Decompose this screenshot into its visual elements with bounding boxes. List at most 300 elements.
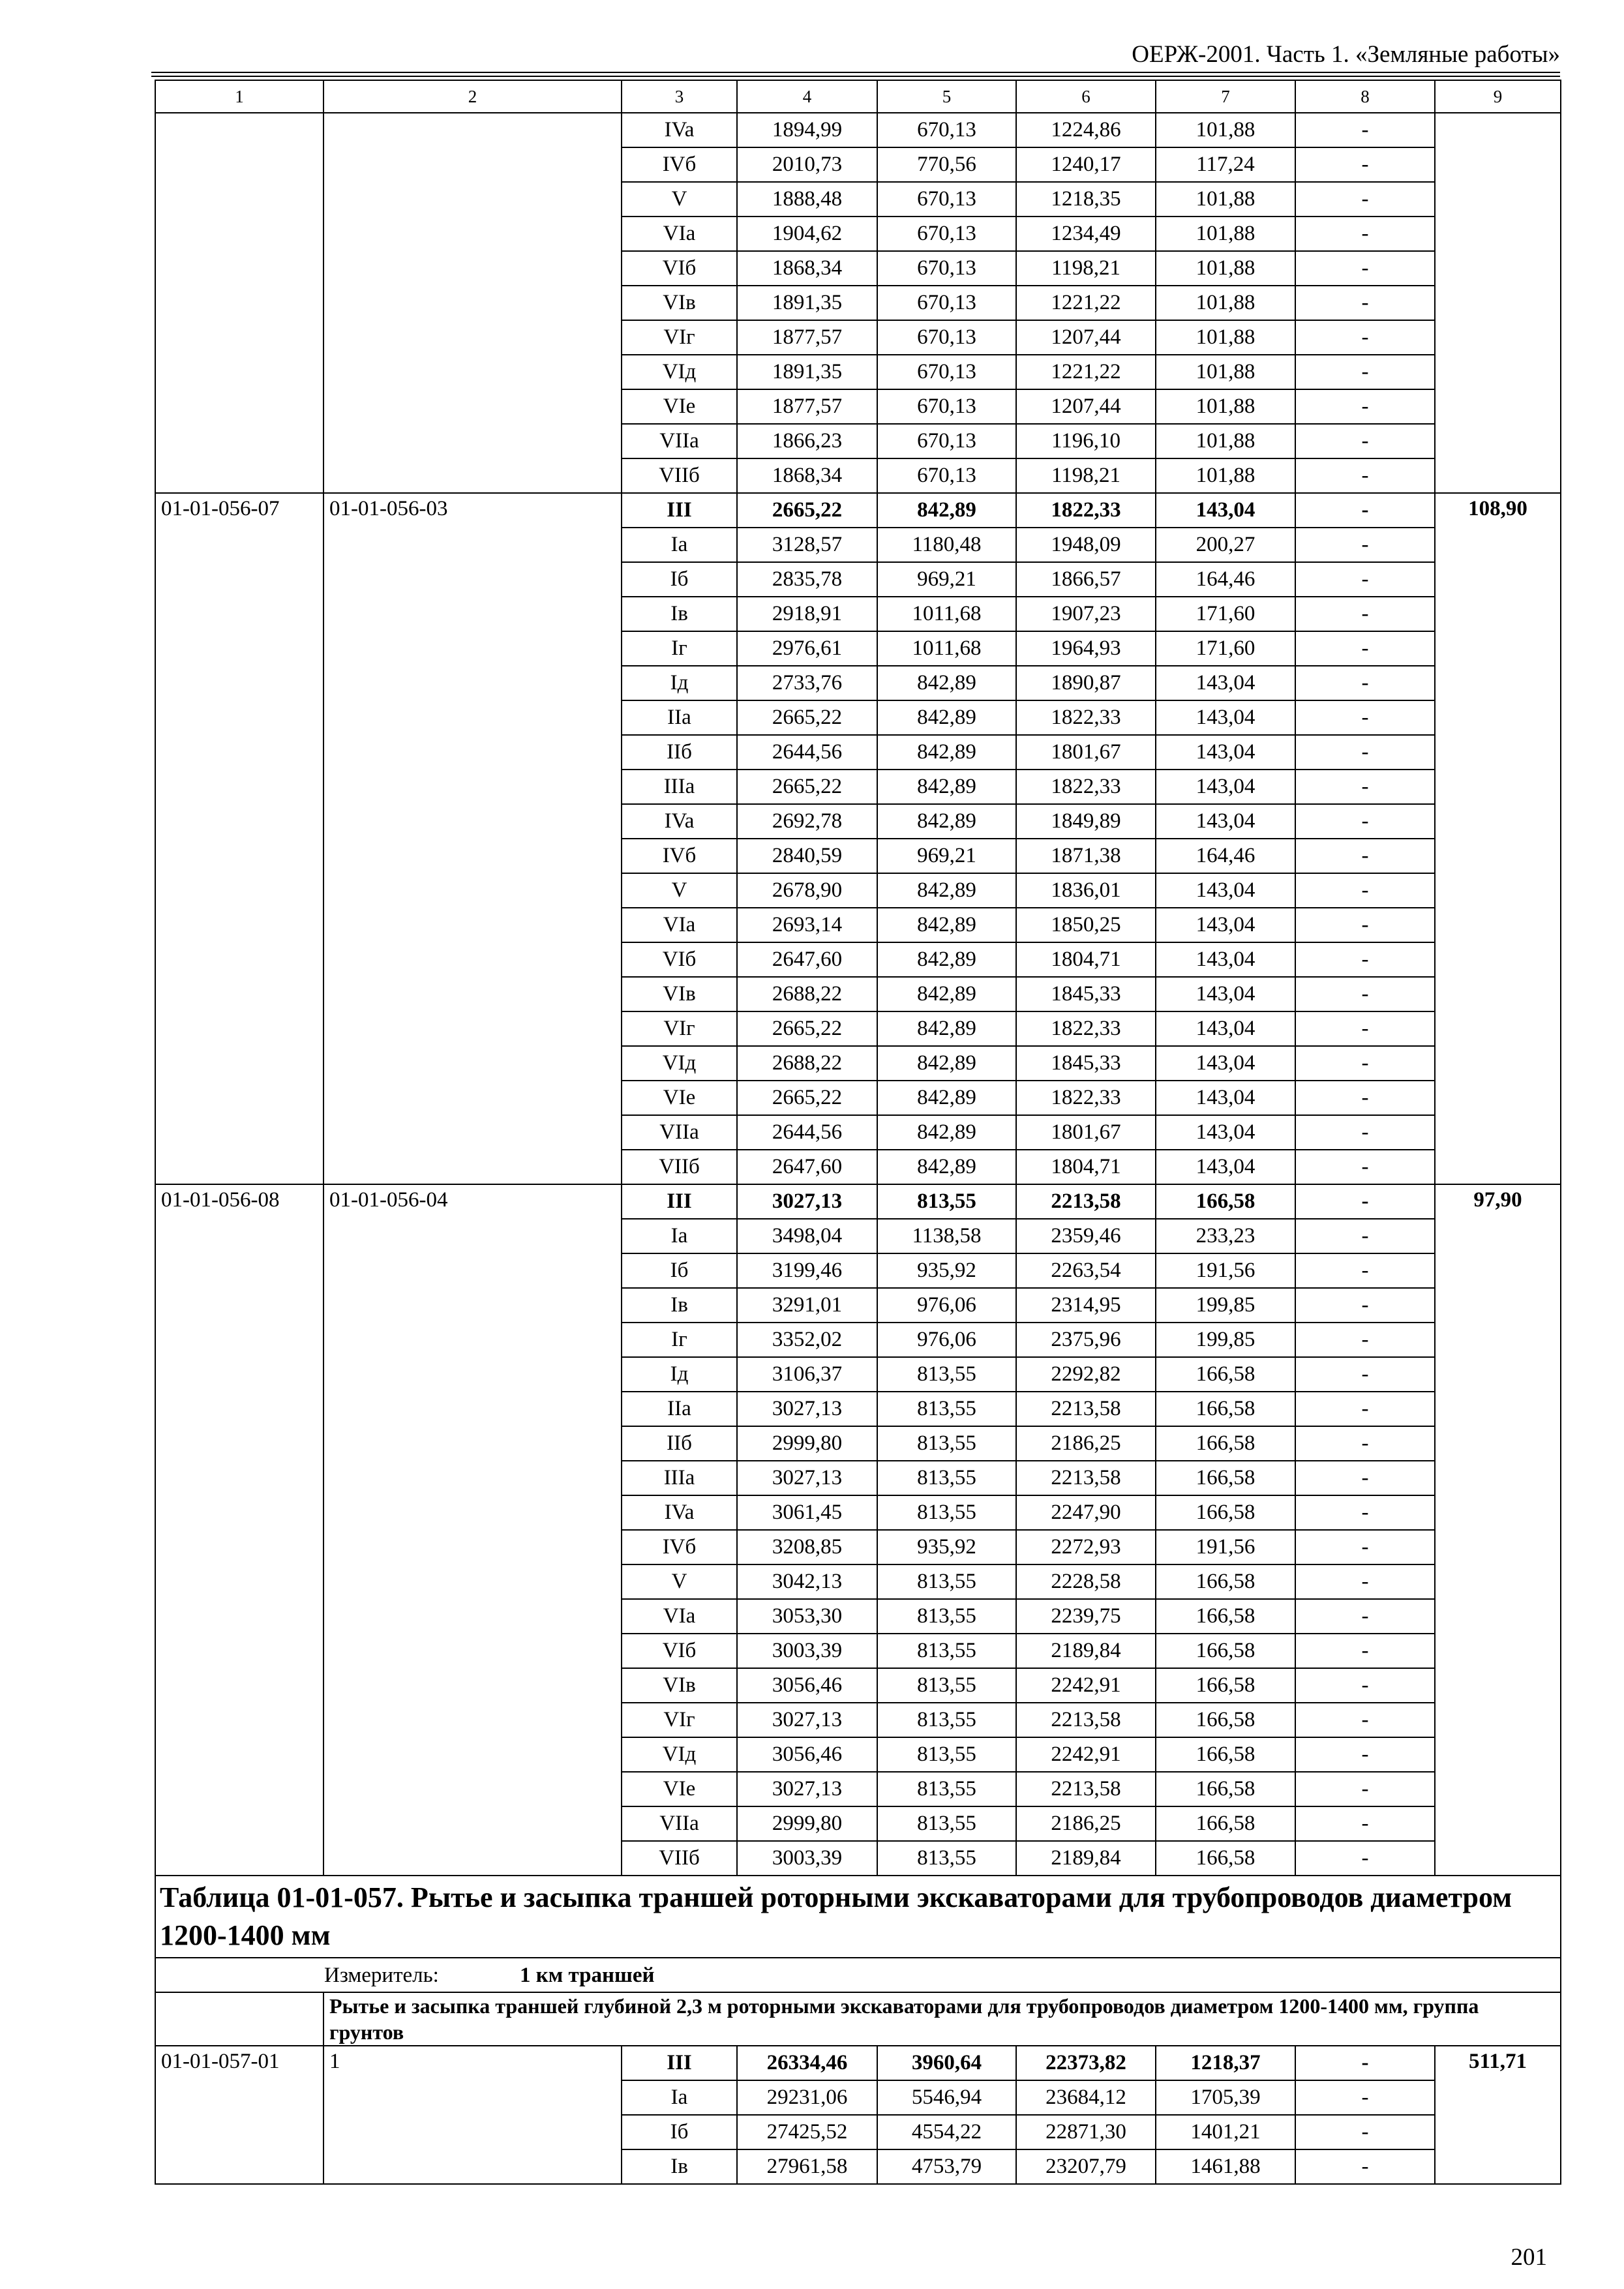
table-cell: - — [1295, 2080, 1435, 2115]
table-cell: 1964,93 — [1016, 631, 1156, 666]
column-number: 7 — [1156, 80, 1295, 113]
table-cell: 166,58 — [1156, 1426, 1295, 1461]
section-title-row — [155, 1876, 1561, 1958]
table-cell: 143,04 — [1156, 1150, 1295, 1184]
table-cell: 842,89 — [877, 1011, 1016, 1046]
table-cell: 101,88 — [1156, 251, 1295, 286]
table-cell: III — [622, 1184, 737, 1219]
table-cell: 101,88 — [1156, 182, 1295, 217]
table-cell: 842,89 — [877, 1115, 1016, 1150]
table-cell: VIд — [622, 1737, 737, 1772]
table-cell: VIг — [622, 1011, 737, 1046]
table-cell: IVб — [622, 147, 737, 182]
meter-row — [155, 1958, 1561, 1992]
table-cell: - — [1295, 735, 1435, 770]
table-cell: Iб — [622, 2115, 737, 2149]
table-cell: - — [1295, 458, 1435, 493]
table-cell: 143,04 — [1156, 1046, 1295, 1081]
table-cell: 1849,89 — [1016, 804, 1156, 839]
table-cell: 143,04 — [1156, 804, 1295, 839]
table-cell: 2840,59 — [737, 839, 877, 873]
table-cell: 2665,22 — [737, 700, 877, 735]
table-cell: 2213,58 — [1016, 1703, 1156, 1737]
table-cell: 1011,68 — [877, 631, 1016, 666]
table-cell: 1822,33 — [1016, 700, 1156, 735]
table-cell: 164,46 — [1156, 839, 1295, 873]
table-cell: 166,58 — [1156, 1668, 1295, 1703]
table-cell: 1904,62 — [737, 217, 877, 251]
table-cell: 143,04 — [1156, 1011, 1295, 1046]
table-cell: - — [1295, 977, 1435, 1011]
table-cell: 1877,57 — [737, 320, 877, 355]
reference-code: 01-01-056-04 — [323, 1184, 622, 1876]
meter-label: Измеритель: — [324, 1963, 439, 1987]
table-cell: - — [1295, 1115, 1435, 1150]
table-cell: - — [1295, 528, 1435, 562]
subtitle-spacer — [155, 1992, 323, 2046]
table-cell: 813,55 — [877, 1668, 1016, 1703]
table-cell: 1888,48 — [737, 182, 877, 217]
table-cell: VIв — [622, 286, 737, 320]
table-cell: 3960,64 — [877, 2046, 1016, 2080]
table-cell: - — [1295, 597, 1435, 631]
table-cell: 2242,91 — [1016, 1737, 1156, 1772]
column-number: 4 — [737, 80, 877, 113]
table-cell: - — [1295, 320, 1435, 355]
table-cell: 171,60 — [1156, 631, 1295, 666]
table-cell: 1240,17 — [1016, 147, 1156, 182]
table-cell: 1234,49 — [1016, 217, 1156, 251]
table-cell: 3003,39 — [737, 1634, 877, 1668]
table-cell: VIб — [622, 1634, 737, 1668]
table-cell: VIг — [622, 1703, 737, 1737]
table-cell: 5546,94 — [877, 2080, 1016, 2115]
table-cell: 813,55 — [877, 1564, 1016, 1599]
table-cell: 813,55 — [877, 1184, 1016, 1219]
table-cell: 2292,82 — [1016, 1357, 1156, 1392]
column-number: 1 — [155, 80, 323, 113]
page-header-title: ОЕРЖ-2001. Часть 1. «Земляные работы» — [1132, 41, 1560, 68]
table-cell: 143,04 — [1156, 735, 1295, 770]
table-cell: 2999,80 — [737, 1426, 877, 1461]
table-cell: VIд — [622, 1046, 737, 1081]
rate-code: 01-01-057-01 — [155, 2046, 323, 2184]
column-number: 6 — [1016, 80, 1156, 113]
table-cell: 166,58 — [1156, 1772, 1295, 1806]
table-cell: 842,89 — [877, 1046, 1016, 1081]
table-cell: 1198,21 — [1016, 251, 1156, 286]
table-cell: IVa — [622, 804, 737, 839]
table-cell: 670,13 — [877, 458, 1016, 493]
table-cell: 1868,34 — [737, 458, 877, 493]
table-cell: 1221,22 — [1016, 355, 1156, 389]
table-cell: 3042,13 — [737, 1564, 877, 1599]
table-cell: 143,04 — [1156, 1115, 1295, 1150]
table-cell: Ia — [622, 1219, 737, 1253]
table-cell: 3027,13 — [737, 1461, 877, 1495]
table-cell: 2688,22 — [737, 1046, 877, 1081]
table-cell: 166,58 — [1156, 1841, 1295, 1876]
table-cell: - — [1295, 493, 1435, 528]
table-cell: 1866,57 — [1016, 562, 1156, 597]
column-number-row — [155, 80, 1561, 113]
table-cell: - — [1295, 113, 1435, 147]
table-cell: VIa — [622, 908, 737, 942]
table-cell: 3061,45 — [737, 1495, 877, 1530]
table-cell: 143,04 — [1156, 977, 1295, 1011]
table-cell: 2272,93 — [1016, 1530, 1156, 1564]
table-cell: 23207,79 — [1016, 2149, 1156, 2184]
column-number: 9 — [1435, 80, 1561, 113]
table-cell: VIIa — [622, 1806, 737, 1841]
table-cell: 3027,13 — [737, 1772, 877, 1806]
rate-code — [155, 113, 323, 493]
table-cell: 976,06 — [877, 1323, 1016, 1357]
table-cell: 171,60 — [1156, 597, 1295, 631]
table-cell: 191,56 — [1156, 1253, 1295, 1288]
table-cell: - — [1295, 804, 1435, 839]
table-cell: IIIa — [622, 1461, 737, 1495]
table-cell: 842,89 — [877, 1081, 1016, 1115]
table-cell: - — [1295, 562, 1435, 597]
table-cell: 1218,37 — [1156, 2046, 1295, 2080]
table-cell: 1822,33 — [1016, 1011, 1156, 1046]
table-cell: IVб — [622, 1530, 737, 1564]
table-cell: - — [1295, 1806, 1435, 1841]
table-cell: - — [1295, 1184, 1435, 1219]
table-cell: - — [1295, 1461, 1435, 1495]
table-cell: IVa — [622, 113, 737, 147]
table-cell: 2247,90 — [1016, 1495, 1156, 1530]
table-cell: Iб — [622, 562, 737, 597]
table-cell: VIб — [622, 251, 737, 286]
table-cell: 1221,22 — [1016, 286, 1156, 320]
table-cell: 3352,02 — [737, 1323, 877, 1357]
table-cell: 976,06 — [877, 1288, 1016, 1323]
table-cell: 143,04 — [1156, 942, 1295, 977]
table-cell: 2189,84 — [1016, 1841, 1156, 1876]
table-cell: 2976,61 — [737, 631, 877, 666]
header-rule — [151, 72, 1560, 73]
table-cell: - — [1295, 1841, 1435, 1876]
table-cell: 143,04 — [1156, 770, 1295, 804]
table-cell: 813,55 — [877, 1461, 1016, 1495]
table-cell: 813,55 — [877, 1703, 1016, 1737]
table-cell: 2213,58 — [1016, 1184, 1156, 1219]
subtitle-row — [155, 1992, 1561, 2046]
labor-total: 97,90 — [1435, 1184, 1561, 1876]
table-cell: 842,89 — [877, 908, 1016, 942]
table-cell: 2733,76 — [737, 666, 877, 700]
table-cell: 969,21 — [877, 839, 1016, 873]
table-cell: 166,58 — [1156, 1184, 1295, 1219]
table-cell: 2644,56 — [737, 1115, 877, 1150]
table-cell: Iд — [622, 666, 737, 700]
table-cell: - — [1295, 424, 1435, 458]
table-cell: - — [1295, 1323, 1435, 1357]
table-cell: 1207,44 — [1016, 320, 1156, 355]
labor-total: 511,71 — [1435, 2046, 1561, 2184]
table-cell: 670,13 — [877, 320, 1016, 355]
table-cell: - — [1295, 1564, 1435, 1599]
table-cell: 1224,86 — [1016, 113, 1156, 147]
table-cell: 3056,46 — [737, 1737, 877, 1772]
table-cell: 3208,85 — [737, 1530, 877, 1564]
table-cell: 166,58 — [1156, 1461, 1295, 1495]
table-cell: IIa — [622, 700, 737, 735]
rate-code: 01-01-056-07 — [155, 493, 323, 1184]
table-cell: 143,04 — [1156, 873, 1295, 908]
table-cell: 813,55 — [877, 1841, 1016, 1876]
table-cell: 1866,23 — [737, 424, 877, 458]
table-cell: - — [1295, 1772, 1435, 1806]
table-cell: 22373,82 — [1016, 2046, 1156, 2080]
table-cell: 2647,60 — [737, 1150, 877, 1184]
table-cell: 101,88 — [1156, 355, 1295, 389]
table-cell: - — [1295, 839, 1435, 873]
table-cell: 1461,88 — [1156, 2149, 1295, 2184]
table-cell: - — [1295, 908, 1435, 942]
table-cell: 842,89 — [877, 493, 1016, 528]
table-cell: 3498,04 — [737, 1219, 877, 1253]
labor-total — [1435, 113, 1561, 493]
table-cell: Iг — [622, 631, 737, 666]
table-cell: VIг — [622, 320, 737, 355]
table-cell: 2375,96 — [1016, 1323, 1156, 1357]
table-cell: - — [1295, 1357, 1435, 1392]
table-cell: VIa — [622, 217, 737, 251]
table-cell: - — [1295, 1668, 1435, 1703]
table-cell: 2263,54 — [1016, 1253, 1156, 1288]
table-cell: 164,46 — [1156, 562, 1295, 597]
column-number: 3 — [622, 80, 737, 113]
table-cell: Iв — [622, 597, 737, 631]
table-cell: 101,88 — [1156, 113, 1295, 147]
table-cell: IVб — [622, 839, 737, 873]
table-cell: 27961,58 — [737, 2149, 877, 2184]
table-cell: 2999,80 — [737, 1806, 877, 1841]
table-cell: 2228,58 — [1016, 1564, 1156, 1599]
table-cell: 1804,71 — [1016, 1150, 1156, 1184]
table-cell: 842,89 — [877, 977, 1016, 1011]
table-cell: VIб — [622, 942, 737, 977]
table-cell: 4554,22 — [877, 2115, 1016, 2149]
table-cell: 191,56 — [1156, 1530, 1295, 1564]
table-cell: 1836,01 — [1016, 873, 1156, 908]
table-cell: - — [1295, 217, 1435, 251]
table-cell: 813,55 — [877, 1634, 1016, 1668]
table-cell: 4753,79 — [877, 2149, 1016, 2184]
table-cell: 3027,13 — [737, 1392, 877, 1426]
table-cell: - — [1295, 1081, 1435, 1115]
table-cell: 935,92 — [877, 1253, 1016, 1288]
table-cell: VIe — [622, 1772, 737, 1806]
table-cell: IIIa — [622, 770, 737, 804]
table-cell: 1401,21 — [1156, 2115, 1295, 2149]
table-cell: VIe — [622, 1081, 737, 1115]
table-cell: 670,13 — [877, 217, 1016, 251]
table-cell: - — [1295, 1737, 1435, 1772]
table-cell: - — [1295, 1288, 1435, 1323]
table-cell: 1196,10 — [1016, 424, 1156, 458]
table-cell: 2186,25 — [1016, 1426, 1156, 1461]
table-cell: III — [622, 493, 737, 528]
table-cell: 233,23 — [1156, 1219, 1295, 1253]
table-cell: - — [1295, 873, 1435, 908]
table-cell: - — [1295, 1253, 1435, 1288]
table-cell: - — [1295, 251, 1435, 286]
table-cell: IIa — [622, 1392, 737, 1426]
table-cell: 2665,22 — [737, 493, 877, 528]
table-cell: VIIб — [622, 1841, 737, 1876]
table-cell: 813,55 — [877, 1495, 1016, 1530]
table-cell: 2242,91 — [1016, 1668, 1156, 1703]
table-cell: 670,13 — [877, 251, 1016, 286]
table-cell: 969,21 — [877, 562, 1016, 597]
table-cell: 1207,44 — [1016, 389, 1156, 424]
table-cell: 3053,30 — [737, 1599, 877, 1634]
table-cell: 166,58 — [1156, 1634, 1295, 1668]
table-cell: 1845,33 — [1016, 1046, 1156, 1081]
table-cell: 143,04 — [1156, 493, 1295, 528]
table-cell: 3291,01 — [737, 1288, 877, 1323]
table-row — [155, 2046, 1561, 2080]
table-cell: - — [1295, 1703, 1435, 1737]
table-cell: - — [1295, 182, 1435, 217]
table-cell: 166,58 — [1156, 1806, 1295, 1841]
table-cell: 26334,46 — [737, 2046, 877, 2080]
table-cell: Iб — [622, 1253, 737, 1288]
table-cell: Ia — [622, 528, 737, 562]
column-number: 2 — [323, 80, 622, 113]
table-cell: - — [1295, 1150, 1435, 1184]
table-cell: 813,55 — [877, 1599, 1016, 1634]
table-cell: 2665,22 — [737, 770, 877, 804]
table-cell: 842,89 — [877, 1150, 1016, 1184]
table-cell: 770,56 — [877, 147, 1016, 182]
table-cell: - — [1295, 1495, 1435, 1530]
table-cell: 1850,25 — [1016, 908, 1156, 942]
table-cell: 3056,46 — [737, 1668, 877, 1703]
table-cell: 2189,84 — [1016, 1634, 1156, 1668]
table-cell: 2010,73 — [737, 147, 877, 182]
meter-value: 1 км траншей — [520, 1963, 655, 1987]
table-cell: 3027,13 — [737, 1703, 877, 1737]
table-cell: VIe — [622, 389, 737, 424]
table-cell: 1890,87 — [1016, 666, 1156, 700]
table-cell: 2647,60 — [737, 942, 877, 977]
table-cell: - — [1295, 389, 1435, 424]
table-cell: 1218,35 — [1016, 182, 1156, 217]
table-cell: 1868,34 — [737, 251, 877, 286]
table-cell: - — [1295, 1219, 1435, 1253]
table-cell: V — [622, 1564, 737, 1599]
table-cell: Ia — [622, 2080, 737, 2115]
table-cell: 2239,75 — [1016, 1599, 1156, 1634]
table-cell: 2918,91 — [737, 597, 877, 631]
table-cell: 166,58 — [1156, 1703, 1295, 1737]
table-row — [155, 113, 1561, 147]
table-cell: 166,58 — [1156, 1599, 1295, 1634]
table-cell: 27425,52 — [737, 2115, 877, 2149]
page-number: 201 — [1511, 2244, 1547, 2271]
column-number: 5 — [877, 80, 1016, 113]
table-cell: 2213,58 — [1016, 1461, 1156, 1495]
table-cell: - — [1295, 700, 1435, 735]
table-cell: 670,13 — [877, 286, 1016, 320]
table-row — [155, 493, 1561, 528]
table-cell: Iг — [622, 1323, 737, 1357]
table-cell: 166,58 — [1156, 1357, 1295, 1392]
table-cell: 670,13 — [877, 355, 1016, 389]
table-cell: VIд — [622, 355, 737, 389]
table-cell: 670,13 — [877, 182, 1016, 217]
table-cell: - — [1295, 1599, 1435, 1634]
table-cell: - — [1295, 2046, 1435, 2080]
table-cell: Iд — [622, 1357, 737, 1392]
table-cell: - — [1295, 666, 1435, 700]
table-cell: V — [622, 182, 737, 217]
table-cell: 813,55 — [877, 1426, 1016, 1461]
table-cell: 1801,67 — [1016, 735, 1156, 770]
table-cell: 166,58 — [1156, 1495, 1295, 1530]
table-cell: 23684,12 — [1016, 2080, 1156, 2115]
table-cell: - — [1295, 1392, 1435, 1426]
table-cell: 101,88 — [1156, 286, 1295, 320]
table-cell: 1891,35 — [737, 286, 877, 320]
table-cell: 2678,90 — [737, 873, 877, 908]
table-cell: IIб — [622, 1426, 737, 1461]
table-cell: 3199,46 — [737, 1253, 877, 1288]
table-cell: 2213,58 — [1016, 1392, 1156, 1426]
table-cell: 670,13 — [877, 424, 1016, 458]
table-cell: 842,89 — [877, 942, 1016, 977]
table-cell: 22871,30 — [1016, 2115, 1156, 2149]
table-cell: 117,24 — [1156, 147, 1295, 182]
table-cell: VIIa — [622, 1115, 737, 1150]
table-cell: - — [1295, 355, 1435, 389]
table-cell: 101,88 — [1156, 217, 1295, 251]
table-cell: 1948,09 — [1016, 528, 1156, 562]
table-cell: 813,55 — [877, 1392, 1016, 1426]
table-cell: - — [1295, 1011, 1435, 1046]
table-cell: 101,88 — [1156, 320, 1295, 355]
reference-code — [323, 113, 622, 493]
rates-table — [155, 80, 1561, 2185]
table-cell: - — [1295, 942, 1435, 977]
table-cell: 670,13 — [877, 113, 1016, 147]
table-cell: 813,55 — [877, 1357, 1016, 1392]
column-number: 8 — [1295, 80, 1435, 113]
table-cell: III — [622, 2046, 737, 2080]
table-cell: VIIб — [622, 458, 737, 493]
table-cell: 143,04 — [1156, 1081, 1295, 1115]
header-rule — [151, 76, 1560, 77]
table-cell: 200,27 — [1156, 528, 1295, 562]
subtitle-text: Рытье и засыпка траншей глубиной 2,3 м роторными экскаваторами для трубопроводов диаметром 1200-1400 мм, группа грунтов — [323, 1992, 1561, 2046]
table-cell: 670,13 — [877, 389, 1016, 424]
table-cell: 935,92 — [877, 1530, 1016, 1564]
table-cell: 2359,46 — [1016, 1219, 1156, 1253]
table-cell: 1705,39 — [1156, 2080, 1295, 2115]
table-cell: 842,89 — [877, 770, 1016, 804]
table-cell: 2665,22 — [737, 1011, 877, 1046]
table-cell: 813,55 — [877, 1737, 1016, 1772]
table-cell: 101,88 — [1156, 424, 1295, 458]
table-cell: V — [622, 873, 737, 908]
table-cell: 2835,78 — [737, 562, 877, 597]
table-cell: - — [1295, 1426, 1435, 1461]
